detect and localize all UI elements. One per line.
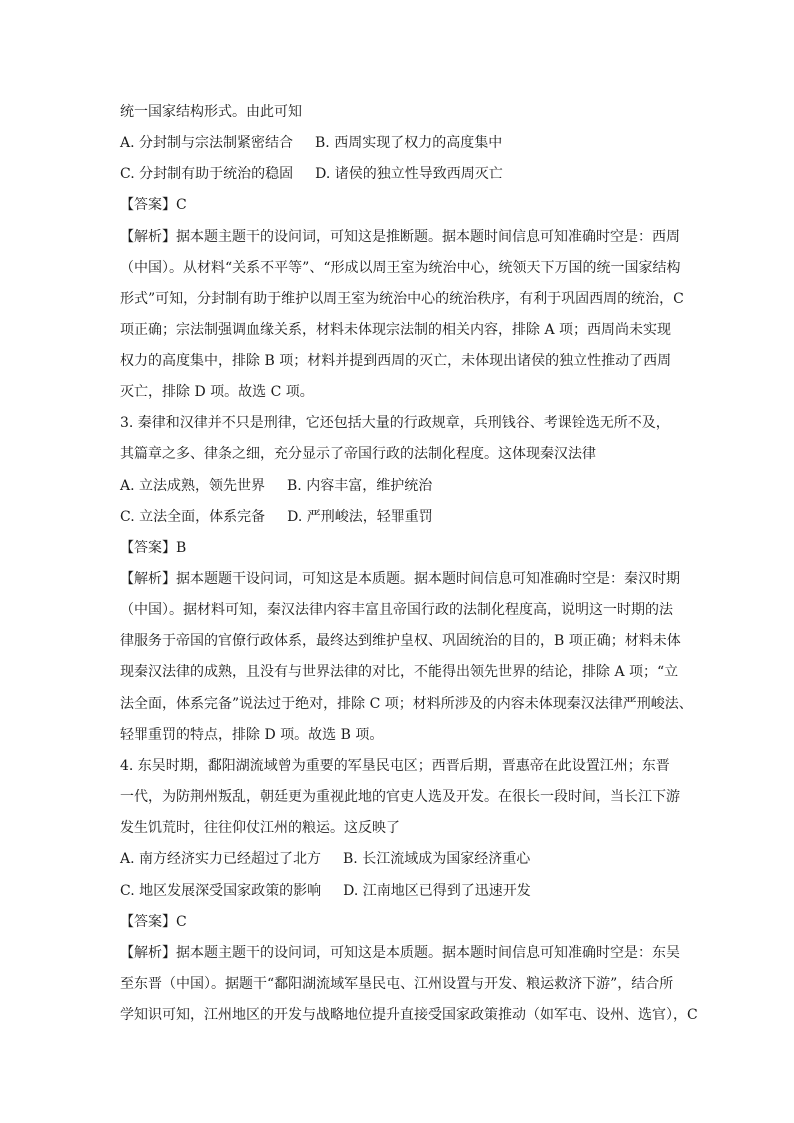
analysis-text: 【解析】据本题主题干的设问词，可知这是本质题。据本题时间信息可知准确时空是：东吴: [120, 945, 680, 961]
analysis-text: （中国）。据材料可知，秦汉法律内容丰富且帝国行政的法制化程度高，说明这一时期的法: [120, 602, 673, 618]
question-text: 其篇章之多、律条之细，充分显示了帝国行政的法制化程度。这体现秦汉法律: [120, 446, 596, 462]
analysis-text: 灭亡，排除 D 项。故选 C 项。: [120, 384, 314, 400]
analysis-text: 轻罪重罚的特点，排除 D 项。故选 B 项。: [120, 727, 384, 743]
analysis-line: [120, 320, 671, 340]
question-2-options-cd: [120, 164, 503, 184]
answer-label: [120, 195, 187, 215]
analysis-text: 法全面，体系完备”说法过于绝对，排除 C 项；材料所涉及的内容未体现秦汉法律严刑峻法、: [120, 696, 693, 712]
question-4-options-cd: [120, 881, 531, 901]
analysis-line: [120, 631, 681, 651]
answer-text: 【答案】C: [120, 914, 187, 930]
question-2-options-ab: [120, 133, 502, 153]
analysis-text: （中国）。从材料“关系不平等”、“形成以周王室为统治中心，统领天下万国的统一国家结构: [120, 260, 681, 276]
question-3-options-ab: [120, 476, 432, 496]
question-3-stem: [120, 444, 596, 464]
option-b: B. 西周实现了权力的高度集中: [315, 135, 503, 151]
analysis-text: 形式”可知，分封制有助于维护以周王室为统治中心的统治秩序，有利于巩固西周的统治，C: [120, 291, 684, 307]
question-4-stem: [120, 818, 400, 838]
analysis-line: [120, 725, 383, 745]
analysis-text: 项正确；宗法制强调血缘关系，材料未体现宗法制的相关内容，排除 A 项；西周尚未实现: [120, 322, 672, 338]
option-c: C. 分封制有助于统治的稳固: [120, 166, 294, 182]
analysis-line: [120, 258, 680, 278]
question-3-options-cd: [120, 507, 433, 527]
question-text: 发生饥荒时，往往仰仗江州的粮运。这反映了: [120, 820, 400, 836]
option-d: D. 诸侯的独立性导致西周灭亡: [315, 166, 503, 182]
question-text: 4. 东吴时期，鄱阳湖流域曾为重要的军垦民屯区；西晋后期，晋惠帝在此设置江州；东晋: [120, 758, 670, 774]
analysis-line: [120, 227, 680, 247]
text: 统一国家结构形式。由此可知: [120, 104, 302, 120]
question-2-stem-end: [120, 102, 302, 122]
question-text: 3. 秦律和汉律并不只是刑律，它还包括大量的行政规章，兵刑钱谷、考课铨选无所不及，: [120, 415, 670, 431]
answer-text: 【答案】C: [120, 197, 187, 213]
analysis-line: [120, 600, 673, 620]
analysis-line: [120, 694, 693, 714]
answer-label: [120, 538, 186, 558]
option-a: A. 南方经济实力已经超过了北方: [120, 851, 322, 867]
analysis-line: [120, 943, 680, 963]
analysis-line: [120, 351, 671, 371]
analysis-text: 学知识可知，江州地区的开发与战略地位提升直接受国家政策推动（如军屯、设州、选官），C: [120, 1007, 698, 1023]
analysis-text: 权力的高度集中，排除 B 项；材料并提到西周的灭亡，未体现出诸侯的独立性推动了西周: [120, 353, 672, 369]
analysis-line: [120, 974, 673, 994]
answer-text: 【答案】B: [120, 540, 187, 556]
option-d: D. 江南地区已得到了迅速开发: [343, 883, 531, 899]
analysis-line: [120, 382, 314, 402]
analysis-line: [120, 289, 684, 309]
analysis-line: [120, 569, 680, 589]
analysis-text: 至东晋（中国）。据题干“鄱阳湖流域军垦民屯、江州设置与开发、粮运救济下游”，结合所: [120, 976, 674, 992]
analysis-text: 【解析】据本题主题干的设问词，可知这是推断题。据本题时间信息可知准确时空是：西周: [120, 229, 680, 245]
question-4-stem: [120, 756, 670, 776]
option-d: D. 严刑峻法，轻罪重罚: [287, 509, 433, 525]
analysis-line: [120, 662, 678, 682]
option-b: B. 长江流域成为国家经济重心: [343, 851, 531, 867]
question-text: 一代，为防荆州叛乱，朝廷更为重视此地的官吏人选及开发。在很长一段时间，当长江下游: [120, 789, 680, 805]
option-c: C. 地区发展深受国家政策的影响: [120, 883, 322, 899]
analysis-text: 律服务于帝国的官僚行政体系，最终达到维护皇权、巩固统治的目的，B 项正确；材料未体: [120, 633, 681, 649]
question-3-stem: [120, 413, 670, 433]
question-4-stem: [120, 787, 680, 807]
analysis-text: 现秦汉法律的成熟，且没有与世界法律的对比，不能得出领先世界的结论，排除 A 项；“立: [120, 664, 679, 680]
answer-label: [120, 912, 187, 932]
analysis-text: 【解析】据本题题干设问词，可知这是本质题。据本题时间信息可知准确时空是：秦汉时期: [120, 571, 680, 587]
question-4-options-ab: [120, 849, 530, 869]
analysis-line: [120, 1005, 698, 1025]
option-a: A. 分封制与宗法制紧密结合: [120, 135, 294, 151]
option-c: C. 立法全面，体系完备: [120, 509, 266, 525]
option-a: A. 立法成熟，领先世界: [120, 478, 266, 494]
option-b: B. 内容丰富，维护统治: [287, 478, 433, 494]
